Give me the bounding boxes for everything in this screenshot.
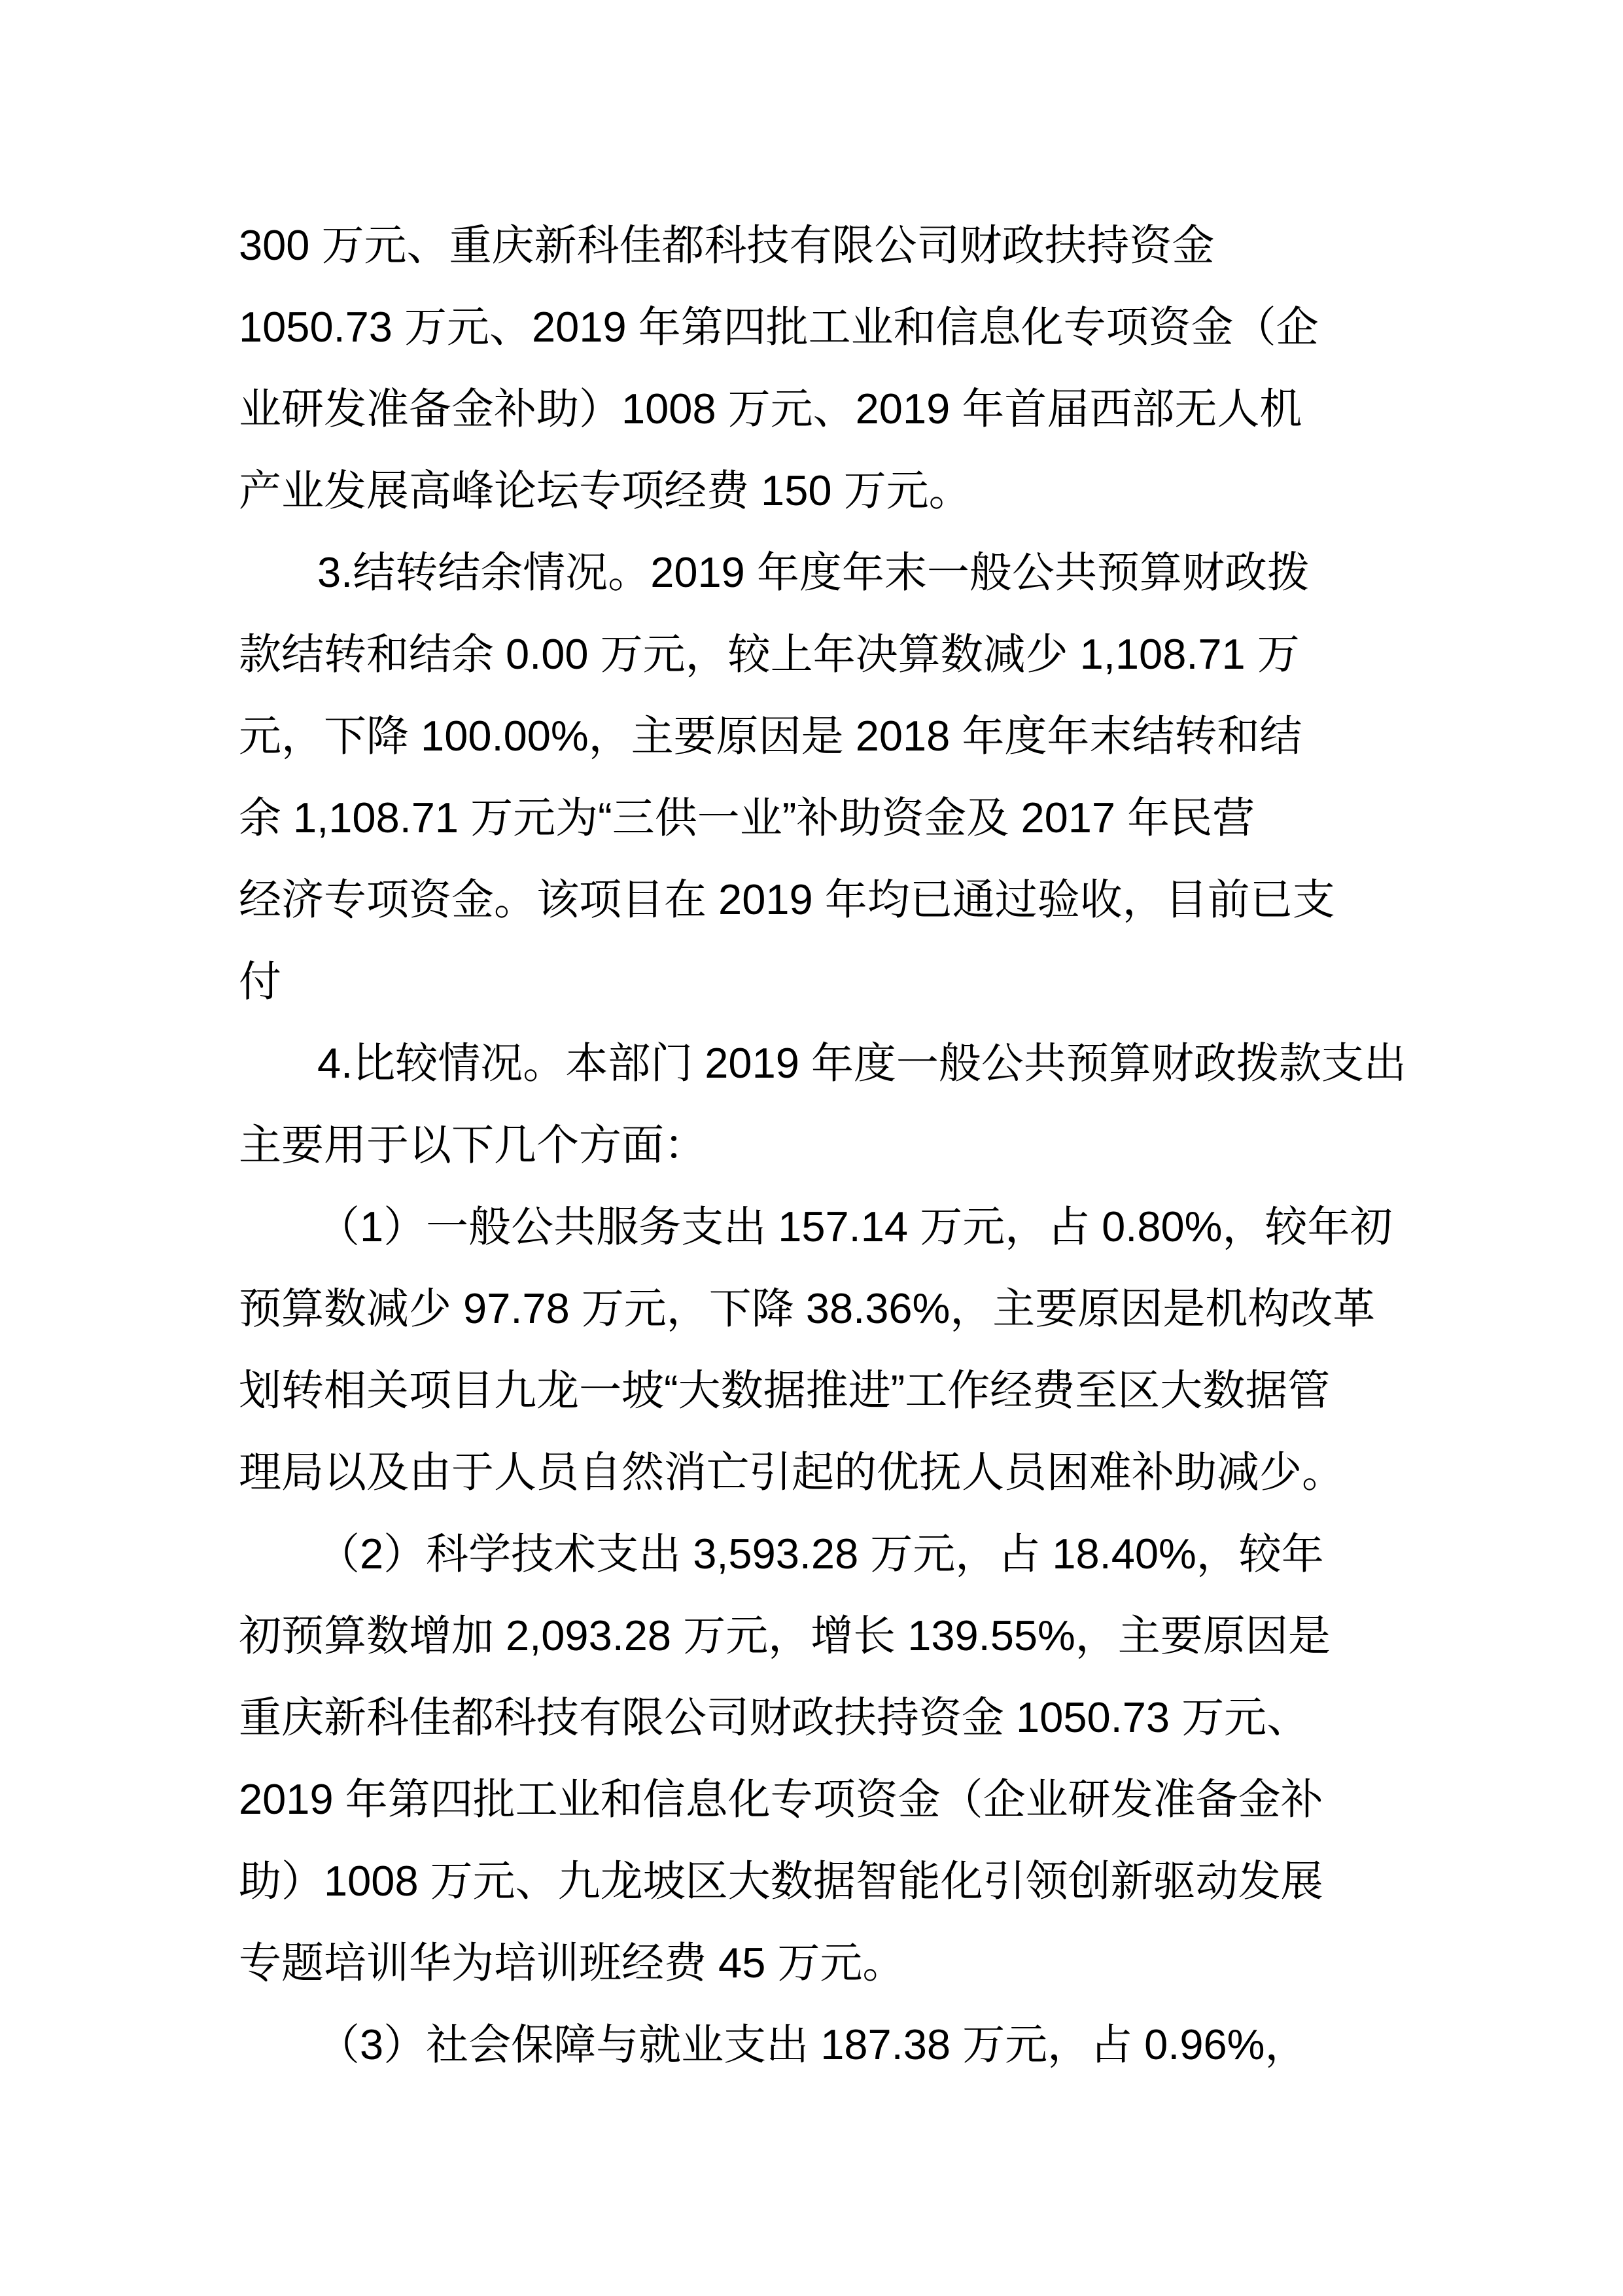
text-line: 主要用于以下几个方面： — [239, 1121, 707, 1169]
text-line: （2）科学技术支出 3,593.28 万元，占 18.40%，较年 — [317, 1530, 1324, 1578]
text-line: 划转相关项目九龙一坡“大数据推进”工作经费至区大数据管 — [239, 1366, 1331, 1414]
text-line: 重庆新科佳都科技有限公司财政扶持资金 1050.73 万元、 — [239, 1693, 1310, 1741]
text-line: 4.比较情况。本部门 2019 年度一般公共预算财政拨款支出 — [317, 1039, 1406, 1087]
text-line: 2019 年第四批工业和信息化专项资金（企业研发准备金补 — [239, 1775, 1323, 1823]
text-line: 初预算数增加 2,093.28 万元，增长 139.55%，主要原因是 — [239, 1612, 1331, 1659]
text-line: 元，下降 100.00%，主要原因是 2018 年度年末结转和结 — [239, 712, 1302, 760]
text-line: 1050.73 万元、2019 年第四批工业和信息化专项资金（企 — [239, 303, 1319, 351]
text-line: 款结转和结余 0.00 万元，较上年决算数减少 1,108.71 万 — [239, 630, 1300, 678]
text-line: 3.结转结余情况。2019 年度年末一般公共预算财政拨 — [317, 548, 1310, 596]
text-line: 预算数减少 97.78 万元，下降 38.36%，主要原因是机构改革 — [239, 1284, 1376, 1332]
text-line: （1）一般公共服务支出 157.14 万元，占 0.80%，较年初 — [317, 1203, 1393, 1250]
text-line: 产业发展高峰论坛专项经费 150 万元。 — [239, 467, 971, 514]
text-line: 业研发准备金补助）1008 万元、2019 年首届西部无人机 — [239, 385, 1302, 433]
text-line: 300 万元、重庆新科佳都科技有限公司财政扶持资金 — [239, 221, 1215, 269]
text-line: 付 — [239, 957, 282, 1005]
text-line: （3）社会保障与就业支出 187.38 万元，占 0.96%， — [317, 2021, 1308, 2068]
text-line: 经济专项资金。该项目在 2019 年均已通过验收，目前已支 — [239, 875, 1335, 923]
text-line: 余 1,108.71 万元为“三供一业”补助资金及 2017 年民营 — [239, 794, 1255, 841]
text-line: 理局以及由于人员自然消亡引起的优抚人员困难补助减少。 — [239, 1448, 1345, 1496]
text-line: 助）1008 万元、九龙坡区大数据智能化引领创新驱动发展 — [239, 1857, 1323, 1905]
text-line: 专题培训华为培训班经费 45 万元。 — [239, 1939, 905, 1987]
